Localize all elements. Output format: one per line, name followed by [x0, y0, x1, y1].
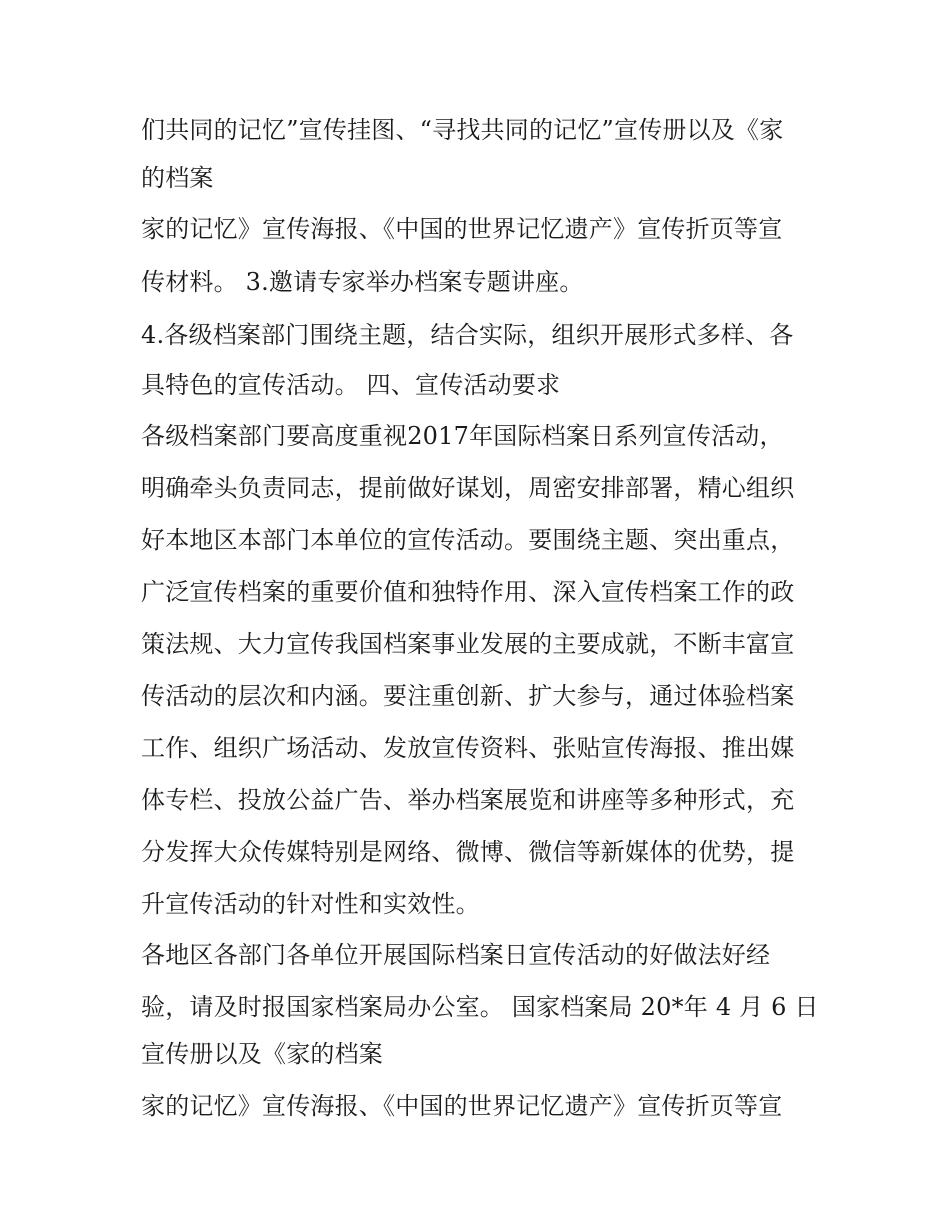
text-line: 策法规、大力宣传我国档案事业发展的主要成就，不断丰富宣 [141, 630, 795, 658]
text-line: 家的记忆》宣传海报、《中国的世界记忆遗产》宣传折页等宣 [141, 1092, 783, 1120]
text-line: 好本地区本部门本单位的宣传活动。要围绕主题、突出重点， [141, 526, 795, 554]
text-line: 们共同的记忆”宣传挂图、“寻找共同的记忆”宣传册以及《家 [141, 116, 784, 144]
text-line: 明确牵头负责同志，提前做好谋划，周密安排部署，精心组织 [141, 474, 795, 502]
text-line: 分发挥大众传媒特别是网络、微博、微信等新媒体的优势，提 [141, 838, 795, 866]
text-line: 体专栏、投放公益广告、举办档案展览和讲座等多种形式，充 [141, 786, 795, 814]
text-line: 各级档案部门要高度重视2017年国际档案日系列宣传活动， [141, 422, 784, 450]
text-line: 传材料。 3.邀请专家举办档案专题讲座。 [141, 268, 584, 296]
text-line: 各地区各部门各单位开展国际档案日宣传活动的好做法好经 [141, 941, 771, 969]
text-line: 4.各级档案部门围绕主题，结合实际，组织开展形式多样、各 [141, 321, 794, 349]
text-line: 具特色的宣传活动。 四、宣传活动要求 [141, 371, 561, 399]
text-line: 的档案 [141, 164, 214, 192]
text-line: 传活动的层次和内涵。要注重创新、扩大参与，通过体验档案 [141, 682, 795, 710]
text-line: 广泛宣传档案的重要价值和独特作用、深入宣传档案工作的政 [141, 578, 795, 606]
text-line: 家的记忆》宣传海报、《中国的世界记忆遗产》宣传折页等宣 [141, 215, 783, 243]
text-line: 升宣传活动的针对性和实效性。 [141, 890, 480, 918]
text-line: 验，请及时报国家档案局办公室。 国家档案局 20*年 4 月 6 日 [141, 993, 819, 1021]
text-line: 工作、组织广场活动、发放宣传资料、张贴宣传海报、推出媒 [141, 734, 795, 762]
text-line: 宣传册以及《家的档案 [141, 1040, 383, 1068]
